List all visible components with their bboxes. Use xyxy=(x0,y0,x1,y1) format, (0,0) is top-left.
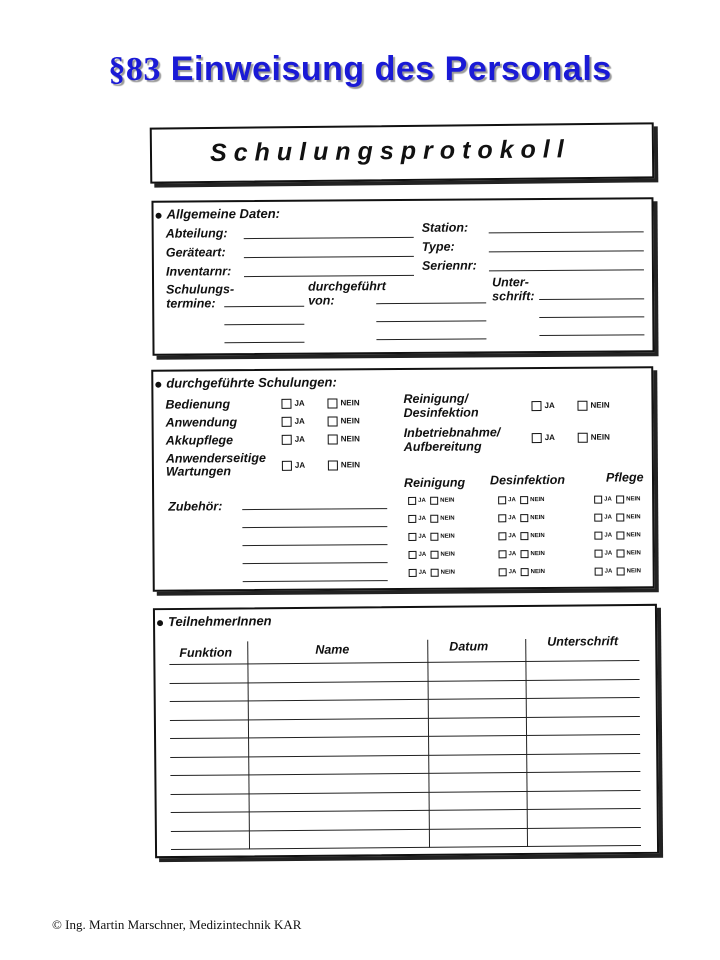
checkbox-icon xyxy=(408,533,416,541)
checkbox-icon xyxy=(520,496,528,504)
checkbox-icon xyxy=(499,550,507,558)
checkbox-icon xyxy=(328,434,338,444)
checkbox-icon xyxy=(430,515,438,523)
serial-no-field[interactable] xyxy=(489,269,644,271)
cleaning-disinfection-label-2: Desinfektion xyxy=(403,405,479,420)
signature-field-1[interactable] xyxy=(539,298,644,300)
checkbox-icon xyxy=(328,416,338,426)
col-function-header: Funktion xyxy=(179,645,233,660)
grid-disinfection-no[interactable]: NEIN xyxy=(521,567,545,578)
operation-no[interactable]: NEIN xyxy=(327,398,359,408)
checkbox-icon xyxy=(616,495,624,503)
battery-care-label: Akkupflege xyxy=(165,433,234,448)
commissioning-label-2: Aufbereitung xyxy=(403,439,482,454)
table-row[interactable] xyxy=(169,660,639,665)
training-date-field-2[interactable] xyxy=(224,324,304,326)
grid-disinfection-no[interactable]: NEIN xyxy=(520,531,544,542)
signature-field-3[interactable] xyxy=(539,334,644,336)
grid-cleaning-no[interactable]: NEIN xyxy=(430,514,454,525)
checkbox-icon xyxy=(408,497,416,505)
col-care-header: Pflege xyxy=(605,470,644,485)
department-label: Abteilung: xyxy=(165,226,228,241)
grid-cleaning-yes[interactable]: JA xyxy=(408,532,426,543)
station-label: Station: xyxy=(421,220,469,235)
checkbox-icon xyxy=(520,532,528,540)
grid-cleaning-no[interactable]: NEIN xyxy=(430,550,454,561)
training-date-field-1[interactable] xyxy=(224,306,304,308)
general-heading xyxy=(156,206,281,222)
grid-cleaning-no[interactable]: NEIN xyxy=(430,532,454,543)
table-row[interactable] xyxy=(171,789,641,794)
checkbox-icon xyxy=(594,496,602,504)
signature-label-1: Unter- xyxy=(491,275,529,290)
checkbox-icon xyxy=(616,513,624,521)
grid-care-no[interactable]: NEIN xyxy=(616,512,640,523)
cleaning-disinfection-yes[interactable]: JA xyxy=(531,401,554,411)
checkbox-icon xyxy=(617,567,625,575)
checkbox-icon xyxy=(577,401,587,411)
col-signature-header: Unterschrift xyxy=(547,634,619,649)
checkbox-icon xyxy=(282,435,292,445)
grid-cleaning-no[interactable]: NEIN xyxy=(431,568,455,579)
participants-heading-text: TeilnehmerInnen xyxy=(167,613,272,630)
training-date-field-3[interactable] xyxy=(224,342,304,344)
grid-care-no[interactable]: NEIN xyxy=(616,548,640,559)
checkbox-icon xyxy=(328,460,338,470)
conducted-by-field-3[interactable] xyxy=(376,338,486,340)
grid-care-no[interactable]: NEIN xyxy=(616,494,640,505)
accessories-field-1[interactable] xyxy=(242,508,387,510)
inventory-no-label: Inventarnr: xyxy=(165,264,232,279)
battery-care-yes[interactable]: JA xyxy=(282,435,305,445)
checkbox-icon xyxy=(281,399,291,409)
signature-field-2[interactable] xyxy=(539,316,644,318)
conducted-by-field-1[interactable] xyxy=(376,302,486,304)
checkbox-icon xyxy=(327,398,337,408)
table-row[interactable] xyxy=(170,734,640,739)
inventory-no-field[interactable] xyxy=(244,275,414,277)
operation-label: Bedienung xyxy=(165,397,231,412)
user-maintenance-yes[interactable]: JA xyxy=(282,461,305,471)
device-type-label: Geräteart: xyxy=(165,245,226,260)
department-field[interactable] xyxy=(244,237,414,239)
conducted-by-label-2: von: xyxy=(308,293,335,308)
form-title: Schulungsprotokoll xyxy=(209,135,571,168)
table-row[interactable] xyxy=(171,826,641,831)
table-row[interactable] xyxy=(170,752,640,757)
column-divider xyxy=(247,641,250,849)
bullet-icon xyxy=(155,381,161,387)
grid-disinfection-yes[interactable]: JA xyxy=(498,495,516,506)
checkbox-icon xyxy=(616,549,624,557)
general-heading-text: Allgemeine Daten: xyxy=(166,205,281,222)
table-row[interactable] xyxy=(171,808,641,813)
cleaning-disinfection-label-1: Reinigung/ xyxy=(403,391,469,406)
commissioning-no[interactable]: NEIN xyxy=(578,433,610,443)
title-text: Einweisung des Personals xyxy=(170,50,612,88)
grid-care-yes[interactable]: JA xyxy=(594,495,612,506)
grid-cleaning-yes[interactable]: JA xyxy=(409,568,427,579)
grid-cleaning-yes[interactable]: JA xyxy=(408,550,426,561)
device-type-field[interactable] xyxy=(244,256,414,258)
checkbox-icon xyxy=(520,514,528,522)
station-field[interactable] xyxy=(489,231,644,233)
participants-panel xyxy=(153,604,659,858)
copyright-footer: © Ing. Martin Marschner, Medizintechnik KAR xyxy=(52,917,302,932)
table-row[interactable] xyxy=(170,678,640,683)
cleaning-disinfection-no[interactable]: NEIN xyxy=(577,401,609,411)
grid-disinfection-yes[interactable]: JA xyxy=(498,513,516,524)
training-panel xyxy=(151,366,655,591)
checkbox-icon xyxy=(498,514,506,522)
grid-disinfection-yes[interactable]: JA xyxy=(498,549,516,560)
checkbox-icon xyxy=(498,532,506,540)
checkbox-icon xyxy=(578,433,588,443)
table-row[interactable] xyxy=(171,845,641,850)
training-dates-label-2: termine: xyxy=(166,296,216,311)
slide-title xyxy=(0,50,720,89)
col-cleaning-header: Reinigung xyxy=(403,475,466,490)
application-label: Anwendung xyxy=(165,415,238,430)
grid-disinfection-yes[interactable]: JA xyxy=(499,567,517,578)
conducted-by-label-1: durchgeführt xyxy=(308,279,386,294)
training-heading-text: durchgeführte Schulungen: xyxy=(166,374,337,391)
checkbox-icon xyxy=(521,568,529,576)
checkbox-icon xyxy=(532,433,542,443)
grid-disinfection-no[interactable]: NEIN xyxy=(520,495,544,506)
checkbox-icon xyxy=(616,531,624,539)
application-no[interactable]: NEIN xyxy=(328,416,360,426)
user-maintenance-label-2: Wartungen xyxy=(165,464,232,479)
accessories-label: Zubehör: xyxy=(168,499,223,514)
bullet-icon xyxy=(156,212,162,218)
accessories-field-3[interactable] xyxy=(242,544,387,546)
checkbox-icon xyxy=(595,568,603,576)
checkbox-icon xyxy=(430,533,438,541)
checkbox-icon xyxy=(531,401,541,411)
checkbox-icon xyxy=(282,417,292,427)
table-row[interactable] xyxy=(170,771,640,776)
user-maintenance-no[interactable]: NEIN xyxy=(328,460,360,470)
type-field[interactable] xyxy=(489,250,644,252)
col-disinfection-header: Desinfektion xyxy=(489,472,566,488)
general-data-panel xyxy=(151,197,654,356)
checkbox-icon xyxy=(431,569,439,577)
checkbox-icon xyxy=(499,568,507,576)
grid-care-no[interactable]: NEIN xyxy=(617,566,641,577)
table-row[interactable] xyxy=(170,697,640,702)
commissioning-yes[interactable]: JA xyxy=(532,433,555,443)
serial-no-label: Seriennr: xyxy=(421,258,477,273)
grid-disinfection-no[interactable]: NEIN xyxy=(520,549,544,560)
checkbox-icon xyxy=(498,496,506,504)
grid-cleaning-no[interactable]: NEIN xyxy=(430,496,454,507)
checkbox-icon xyxy=(594,514,602,522)
participant-table xyxy=(155,606,655,610)
checkbox-icon xyxy=(409,569,417,577)
accessories-field-5[interactable] xyxy=(243,580,388,582)
bullet-icon xyxy=(157,620,163,626)
grid-care-no[interactable]: NEIN xyxy=(616,530,640,541)
user-maintenance-label-1: Anwenderseitige xyxy=(165,450,266,466)
grid-care-yes[interactable]: JA xyxy=(595,567,613,578)
col-date-header: Datum xyxy=(449,639,489,654)
battery-care-no[interactable]: NEIN xyxy=(328,434,360,444)
grid-care-yes[interactable]: JA xyxy=(594,513,612,524)
checkbox-icon xyxy=(408,515,416,523)
type-label: Type: xyxy=(421,239,455,254)
checkbox-icon xyxy=(430,497,438,505)
conducted-by-field-2[interactable] xyxy=(376,320,486,322)
checkbox-icon xyxy=(431,551,439,559)
training-heading xyxy=(155,374,337,390)
participants-heading xyxy=(157,613,272,629)
grid-cleaning-yes[interactable]: JA xyxy=(408,514,426,525)
checkbox-icon xyxy=(409,551,417,559)
commissioning-label-1: Inbetriebnahme/ xyxy=(403,425,501,440)
signature-label-2: schrift: xyxy=(492,289,535,304)
application-yes[interactable]: JA xyxy=(282,417,305,427)
checkbox-icon xyxy=(594,550,602,558)
accessories-field-2[interactable] xyxy=(242,526,387,528)
column-divider xyxy=(525,639,528,847)
col-name-header: Name xyxy=(315,642,350,657)
checkbox-icon xyxy=(520,550,528,558)
table-row[interactable] xyxy=(170,715,640,720)
grid-disinfection-no[interactable]: NEIN xyxy=(520,513,544,524)
accessories-field-4[interactable] xyxy=(243,562,388,564)
form-header-panel xyxy=(150,122,655,183)
grid-care-yes[interactable]: JA xyxy=(594,549,612,560)
checkbox-icon xyxy=(594,532,602,540)
grid-cleaning-yes[interactable]: JA xyxy=(408,496,426,507)
checkbox-icon xyxy=(282,461,292,471)
training-dates-label-1: Schulungs- xyxy=(166,282,235,297)
operation-yes[interactable]: JA xyxy=(281,399,304,409)
title-section-symbol: §83 xyxy=(108,51,161,88)
grid-disinfection-yes[interactable]: JA xyxy=(498,531,516,542)
grid-care-yes[interactable]: JA xyxy=(594,531,612,542)
column-divider xyxy=(427,640,430,848)
